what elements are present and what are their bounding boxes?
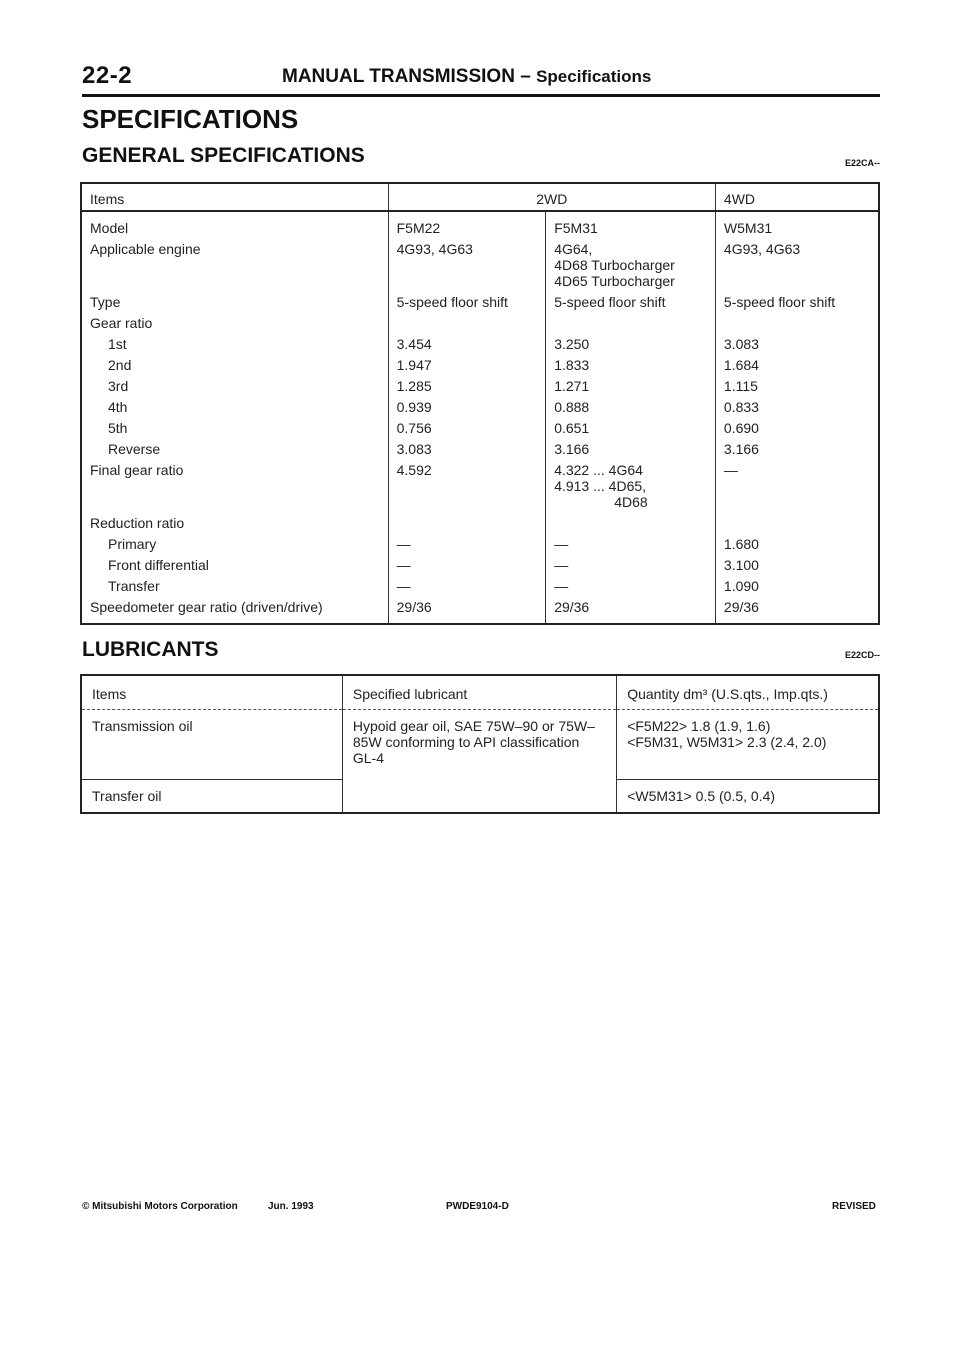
table-row bbox=[81, 557, 879, 578]
cell-f5m22: 4G93, 4G63 bbox=[388, 241, 546, 294]
row-item: Final gear ratio bbox=[81, 462, 388, 515]
header-4wd: 4WD bbox=[715, 183, 879, 211]
cell-quantity bbox=[617, 709, 879, 779]
table-row bbox=[81, 709, 879, 779]
table-row bbox=[81, 315, 879, 336]
cell-w5m31: 0.690 bbox=[715, 420, 879, 441]
cell-w5m31 bbox=[715, 315, 879, 336]
cell-f5m22: — bbox=[388, 536, 546, 557]
cell-f5m22: 0.756 bbox=[388, 420, 546, 441]
cell-f5m31: — bbox=[546, 536, 716, 557]
cell-f5m31: 3.250 bbox=[546, 336, 716, 357]
cell-f5m22: 3.454 bbox=[388, 336, 546, 357]
table-row bbox=[81, 378, 879, 399]
row-item: Gear ratio bbox=[81, 315, 388, 336]
main-heading: SPECIFICATIONS bbox=[82, 104, 299, 134]
header-items: Items bbox=[81, 183, 388, 211]
table-row bbox=[81, 399, 879, 420]
cell-f5m31: 1.271 bbox=[546, 378, 716, 399]
general-specs-heading: GENERAL SPECIFICATIONS bbox=[82, 144, 365, 167]
cell-w5m31: 3.166 bbox=[715, 441, 879, 462]
section-title bbox=[282, 66, 651, 88]
table-row bbox=[81, 336, 879, 357]
table-row bbox=[81, 462, 879, 515]
table-row bbox=[81, 211, 879, 241]
cell-w5m31: 1.684 bbox=[715, 357, 879, 378]
row-item: Front differential bbox=[81, 557, 388, 578]
cell-f5m31 bbox=[546, 462, 716, 515]
cell-f5m22: 29/36 bbox=[388, 599, 546, 624]
footer-status: REVISED bbox=[832, 1201, 876, 1212]
cell-w5m31: 0.833 bbox=[715, 399, 879, 420]
cell-f5m31 bbox=[546, 241, 716, 294]
row-item: 5th bbox=[81, 420, 388, 441]
cell-w5m31: 3.083 bbox=[715, 336, 879, 357]
table-header-row bbox=[81, 675, 879, 709]
general-specs-table bbox=[80, 182, 880, 625]
section-name: MANUAL TRANSMISSION bbox=[282, 66, 515, 87]
header-2wd: 2WD bbox=[388, 183, 715, 211]
cell-f5m22: — bbox=[388, 557, 546, 578]
table-row bbox=[81, 357, 879, 378]
cell-w5m31: 1.680 bbox=[715, 536, 879, 557]
row-item: Applicable engine bbox=[81, 241, 388, 294]
cell-f5m31: 5-speed floor shift bbox=[546, 294, 716, 315]
cell-w5m31: W5M31 bbox=[715, 211, 879, 241]
cell-f5m31: 1.833 bbox=[546, 357, 716, 378]
cell-w5m31: 1.115 bbox=[715, 378, 879, 399]
cell-line: 4D65 Turbocharger bbox=[554, 273, 675, 289]
footer-copyright: © Mitsubishi Motors Corporation bbox=[82, 1201, 238, 1212]
cell-f5m31: 29/36 bbox=[546, 599, 716, 624]
cell-w5m31: 29/36 bbox=[715, 599, 879, 624]
section-subtitle: Specifications bbox=[536, 67, 652, 86]
cell-f5m22: — bbox=[388, 578, 546, 599]
table-row bbox=[81, 515, 879, 536]
footer-doc-code: PWDE9104-D bbox=[446, 1201, 509, 1212]
cell-f5m22: F5M22 bbox=[388, 211, 546, 241]
table-row bbox=[81, 420, 879, 441]
cell-w5m31 bbox=[715, 515, 879, 536]
header-quantity: Quantity dm³ (U.S.qts., Imp.qts.) bbox=[617, 675, 879, 709]
table-row bbox=[81, 294, 879, 315]
cell-line: 4.913 ... 4D65, bbox=[554, 478, 647, 494]
header-lubricant: Specified lubricant bbox=[342, 675, 616, 709]
cell-line: 4D68 Turbocharger bbox=[554, 257, 675, 273]
row-item: Primary bbox=[81, 536, 388, 557]
cell-line: 4D68 bbox=[614, 494, 648, 510]
row-item: Reduction ratio bbox=[81, 515, 388, 536]
row-item: Transmission oil bbox=[81, 709, 342, 779]
table-row bbox=[81, 536, 879, 557]
cell-f5m31: F5M31 bbox=[546, 211, 716, 241]
table-row bbox=[81, 578, 879, 599]
cell-f5m22: 1.947 bbox=[388, 357, 546, 378]
table-row bbox=[81, 599, 879, 624]
cell-f5m22: 4.592 bbox=[388, 462, 546, 515]
cell-w5m31: 3.100 bbox=[715, 557, 879, 578]
header-items: Items bbox=[81, 675, 342, 709]
quantity-line: <F5M22> 1.8 (1.9, 1.6) bbox=[627, 717, 771, 734]
page-header bbox=[82, 62, 880, 97]
title-separator: – bbox=[520, 66, 531, 87]
cell-f5m22: 5-speed floor shift bbox=[388, 294, 546, 315]
cell-lubricant: Hypoid gear oil, SAE 75W–90 or 75W–85W conforming to API classification GL-4 bbox=[342, 709, 616, 813]
cell-f5m22: 3.083 bbox=[388, 441, 546, 462]
cell-w5m31: 4G93, 4G63 bbox=[715, 241, 879, 294]
cell-f5m31: — bbox=[546, 578, 716, 599]
cell-f5m22 bbox=[388, 315, 546, 336]
row-item: 4th bbox=[81, 399, 388, 420]
table-row bbox=[81, 241, 879, 294]
cell-w5m31: 5-speed floor shift bbox=[715, 294, 879, 315]
general-specs-code: E22CA-- bbox=[844, 158, 880, 168]
row-item: Model bbox=[81, 211, 388, 241]
row-item: Transfer bbox=[81, 578, 388, 599]
cell-f5m31: 3.166 bbox=[546, 441, 716, 462]
row-item: 2nd bbox=[81, 357, 388, 378]
lubricants-heading: LUBRICANTS bbox=[82, 638, 219, 661]
cell-line: 4.322 ... 4G64 bbox=[554, 462, 643, 478]
row-item: Speedometer gear ratio (driven/drive) bbox=[81, 599, 388, 624]
row-item: Reverse bbox=[81, 441, 388, 462]
cell-line: 4G64, bbox=[554, 241, 593, 257]
lubricants-code: E22CD-- bbox=[844, 650, 880, 660]
cell-f5m31 bbox=[546, 315, 716, 336]
footer-date: Jun. 1993 bbox=[268, 1201, 314, 1212]
cell-f5m31: — bbox=[546, 557, 716, 578]
cell-f5m22 bbox=[388, 515, 546, 536]
table-header-row bbox=[81, 183, 879, 211]
cell-f5m22: 0.939 bbox=[388, 399, 546, 420]
cell-f5m31 bbox=[546, 515, 716, 536]
page-number: 22-2 bbox=[82, 62, 133, 89]
row-item: Transfer oil bbox=[81, 779, 342, 813]
cell-f5m31: 0.651 bbox=[546, 420, 716, 441]
cell-w5m31: — bbox=[715, 462, 879, 515]
cell-quantity: <W5M31> 0.5 (0.5, 0.4) bbox=[617, 779, 879, 813]
table-row bbox=[81, 441, 879, 462]
cell-f5m31: 0.888 bbox=[546, 399, 716, 420]
row-item: 1st bbox=[81, 336, 388, 357]
lubricants-table bbox=[80, 674, 880, 814]
cell-f5m22: 1.285 bbox=[388, 378, 546, 399]
row-item: Type bbox=[81, 294, 388, 315]
quantity-line: <F5M31, W5M31> 2.3 (2.4, 2.0) bbox=[627, 733, 827, 750]
row-item: 3rd bbox=[81, 378, 388, 399]
cell-w5m31: 1.090 bbox=[715, 578, 879, 599]
